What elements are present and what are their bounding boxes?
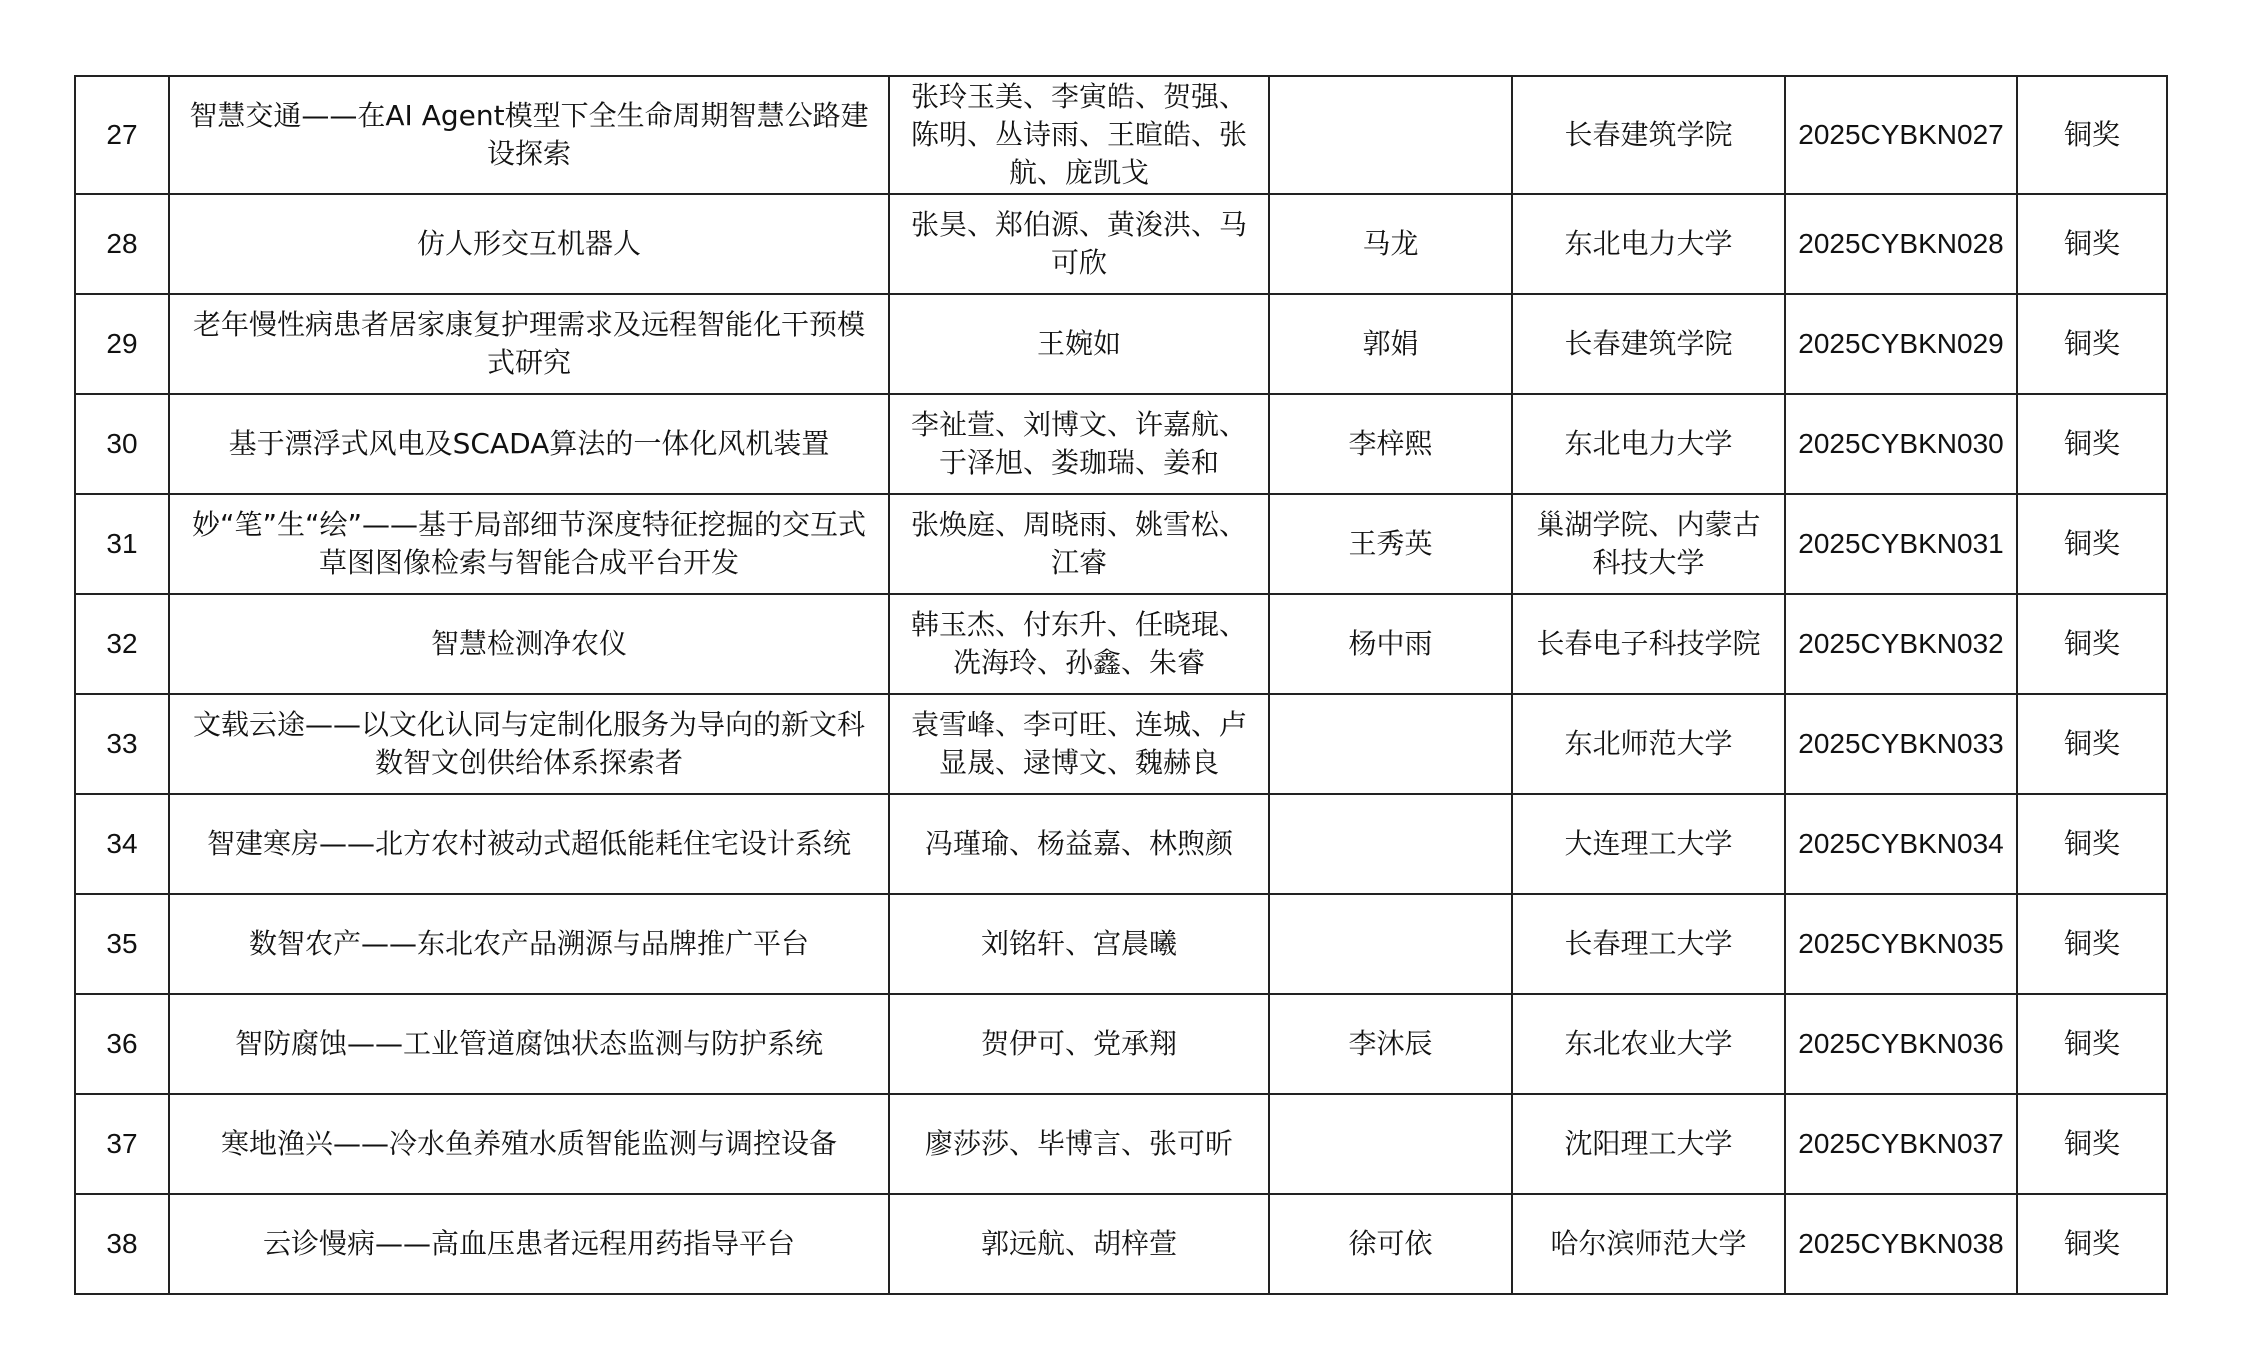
project-code: 2025CYBKN035	[1785, 894, 2017, 994]
award-level: 铜奖	[2017, 794, 2167, 894]
team-members: 李祉萱、刘博文、许嘉航、于泽旭、娄珈瑞、姜和	[889, 394, 1269, 494]
advisor	[1269, 794, 1512, 894]
table-row	[75, 76, 2167, 194]
award-table-body	[75, 76, 2167, 1294]
row-number: 37	[75, 1094, 169, 1194]
project-name: 妙“笔”生“绘”——基于局部细节深度特征挖掘的交互式草图图像检索与智能合成平台开发	[169, 494, 889, 594]
table-row	[75, 894, 2167, 994]
team-members: 张焕庭、周晓雨、姚雪松、江睿	[889, 494, 1269, 594]
school: 沈阳理工大学	[1512, 1094, 1785, 1194]
project-code: 2025CYBKN033	[1785, 694, 2017, 794]
table-row	[75, 194, 2167, 294]
project-name: 智慧检测净农仪	[169, 594, 889, 694]
row-number: 29	[75, 294, 169, 394]
project-name: 数智农产——东北农产品溯源与品牌推广平台	[169, 894, 889, 994]
table-row	[75, 294, 2167, 394]
school: 长春理工大学	[1512, 894, 1785, 994]
team-members: 贺伊可、党承翔	[889, 994, 1269, 1094]
project-name: 寒地渔兴——冷水鱼养殖水质智能监测与调控设备	[169, 1094, 889, 1194]
advisor: 郭娟	[1269, 294, 1512, 394]
table-row	[75, 1194, 2167, 1294]
advisor: 王秀英	[1269, 494, 1512, 594]
row-number: 27	[75, 76, 169, 194]
award-level: 铜奖	[2017, 894, 2167, 994]
advisor: 杨中雨	[1269, 594, 1512, 694]
award-level: 铜奖	[2017, 594, 2167, 694]
advisor: 徐可依	[1269, 1194, 1512, 1294]
project-name: 智慧交通——在AI Agent模型下全生命周期智慧公路建设探索	[169, 76, 889, 194]
row-number: 32	[75, 594, 169, 694]
table-row	[75, 694, 2167, 794]
school: 东北师范大学	[1512, 694, 1785, 794]
school: 哈尔滨师范大学	[1512, 1194, 1785, 1294]
team-members: 袁雪峰、李可旺、连城、卢显晟、逯博文、魏赫良	[889, 694, 1269, 794]
award-level: 铜奖	[2017, 694, 2167, 794]
advisor: 李沐辰	[1269, 994, 1512, 1094]
project-code: 2025CYBKN029	[1785, 294, 2017, 394]
advisor	[1269, 76, 1512, 194]
award-level: 铜奖	[2017, 294, 2167, 394]
advisor	[1269, 694, 1512, 794]
award-list-sheet	[74, 75, 2168, 1295]
project-name: 老年慢性病患者居家康复护理需求及远程智能化干预模式研究	[169, 294, 889, 394]
row-number: 36	[75, 994, 169, 1094]
table-row	[75, 994, 2167, 1094]
award-level: 铜奖	[2017, 194, 2167, 294]
award-level: 铜奖	[2017, 1094, 2167, 1194]
award-level: 铜奖	[2017, 394, 2167, 494]
advisor: 马龙	[1269, 194, 1512, 294]
team-members: 王婉如	[889, 294, 1269, 394]
row-number: 28	[75, 194, 169, 294]
award-level: 铜奖	[2017, 494, 2167, 594]
project-code: 2025CYBKN030	[1785, 394, 2017, 494]
team-members: 郭远航、胡梓萱	[889, 1194, 1269, 1294]
project-name: 智建寒房——北方农村被动式超低能耗住宅设计系统	[169, 794, 889, 894]
row-number: 35	[75, 894, 169, 994]
project-name: 基于漂浮式风电及SCADA算法的一体化风机装置	[169, 394, 889, 494]
project-code: 2025CYBKN028	[1785, 194, 2017, 294]
school: 东北农业大学	[1512, 994, 1785, 1094]
award-level: 铜奖	[2017, 994, 2167, 1094]
row-number: 38	[75, 1194, 169, 1294]
school: 长春建筑学院	[1512, 76, 1785, 194]
table-row	[75, 394, 2167, 494]
team-members: 张玲玉美、李寅皓、贺强、陈明、丛诗雨、王暄皓、张航、庞凯戈	[889, 76, 1269, 194]
advisor	[1269, 894, 1512, 994]
project-name: 智防腐蚀——工业管道腐蚀状态监测与防护系统	[169, 994, 889, 1094]
row-number: 30	[75, 394, 169, 494]
project-code: 2025CYBKN031	[1785, 494, 2017, 594]
project-code: 2025CYBKN036	[1785, 994, 2017, 1094]
table-row	[75, 594, 2167, 694]
team-members: 廖莎莎、毕博言、张可昕	[889, 1094, 1269, 1194]
project-name: 仿人形交互机器人	[169, 194, 889, 294]
school: 大连理工大学	[1512, 794, 1785, 894]
school: 长春建筑学院	[1512, 294, 1785, 394]
table-row	[75, 794, 2167, 894]
award-table	[74, 75, 2168, 1295]
project-name: 云诊慢病——高血压患者远程用药指导平台	[169, 1194, 889, 1294]
school: 东北电力大学	[1512, 194, 1785, 294]
team-members: 刘铭轩、宫晨曦	[889, 894, 1269, 994]
school: 巢湖学院、内蒙古科技大学	[1512, 494, 1785, 594]
table-row	[75, 1094, 2167, 1194]
table-row	[75, 494, 2167, 594]
project-code: 2025CYBKN032	[1785, 594, 2017, 694]
award-level: 铜奖	[2017, 1194, 2167, 1294]
advisor: 李梓熙	[1269, 394, 1512, 494]
project-code: 2025CYBKN027	[1785, 76, 2017, 194]
row-number: 34	[75, 794, 169, 894]
project-name: 文载云途——以文化认同与定制化服务为导向的新文科数智文创供给体系探索者	[169, 694, 889, 794]
project-code: 2025CYBKN038	[1785, 1194, 2017, 1294]
row-number: 31	[75, 494, 169, 594]
team-members: 韩玉杰、付东升、任晓琨、冼海玲、孙鑫、朱睿	[889, 594, 1269, 694]
team-members: 张昊、郑伯源、黄浚洪、马可欣	[889, 194, 1269, 294]
project-code: 2025CYBKN034	[1785, 794, 2017, 894]
row-number: 33	[75, 694, 169, 794]
school: 长春电子科技学院	[1512, 594, 1785, 694]
team-members: 冯瑾瑜、杨益嘉、林煦颜	[889, 794, 1269, 894]
project-code: 2025CYBKN037	[1785, 1094, 2017, 1194]
award-level: 铜奖	[2017, 76, 2167, 194]
school: 东北电力大学	[1512, 394, 1785, 494]
advisor	[1269, 1094, 1512, 1194]
